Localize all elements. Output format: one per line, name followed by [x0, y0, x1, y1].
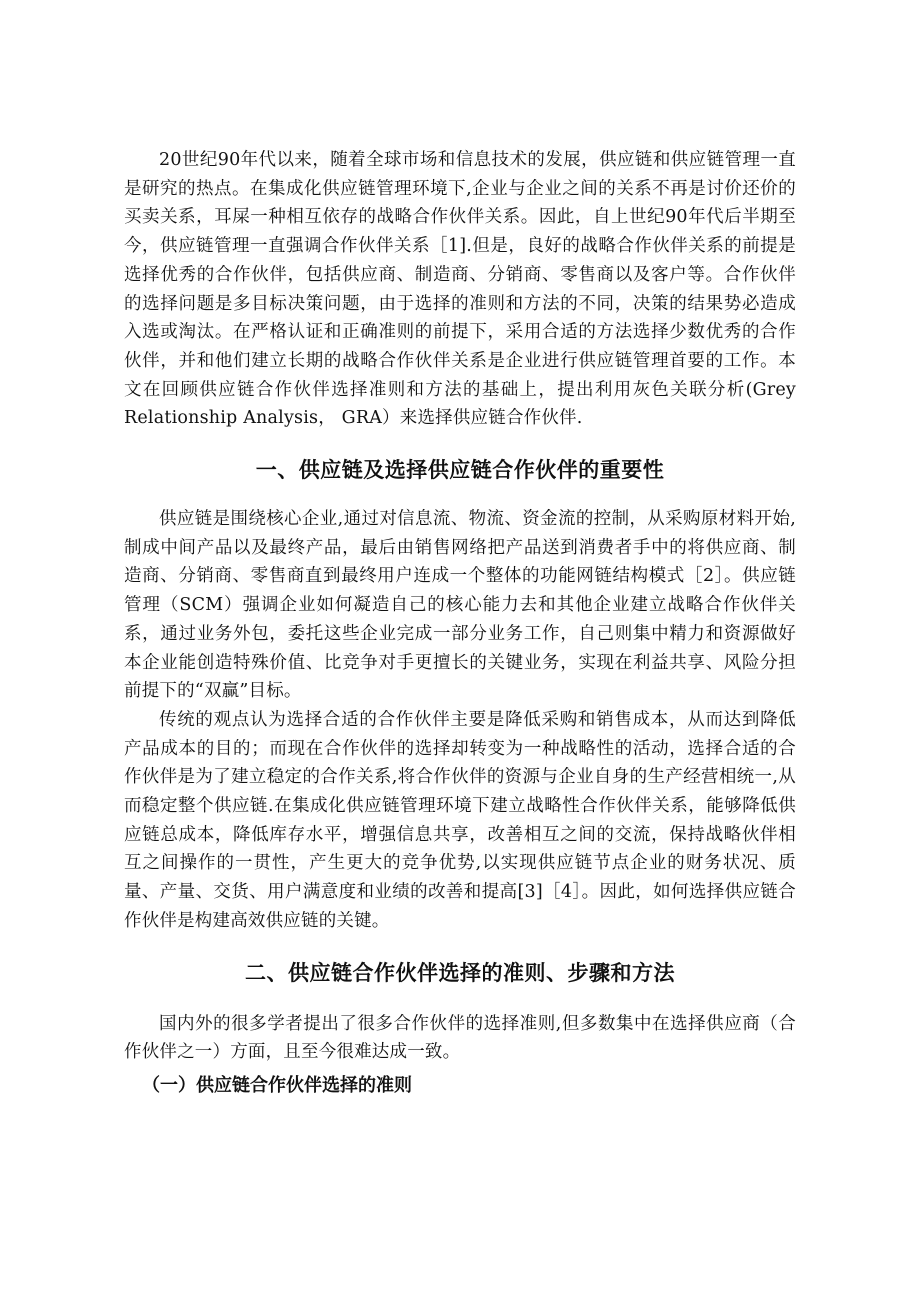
intro-paragraph: 20世纪90年代以来，随着全球市场和信息技术的发展，供应链和供应链管理一直是研究的热点。在集成化供应链管理环境下,企业与企业之间的关系不再是讨价还价的买卖关系，耳屎一种相互依存的战略合作伙伴关系。因此，自上世纪90年代后半期至今，供应链管理一直强调合作伙伴关系［1].但是，良好的战略合作伙伴关系的前提是选择优秀的合作伙伴，包括供应商、制造商、分销商、零售商以及客户等。合作伙伴的选择问题是多目标决策问题，由于选择的准则和方法的不同，决策的结果势必造成入选或淘汰。在严格认证和正确准则的前提下，采用合适的方法选择少数优秀的合作伙伴，并和他们建立长期的战略合作伙伴关系是企业进行供应链管理首要的工作。本文在回顾供应链合作伙伴选择准则和方法的基础上，提出利用灰色关联分析(Grey Relationship Analysis， GRA）来选择供应链合作伙伴.: [124, 150, 796, 429]
section-1-paragraph-2: 传统的观点认为选择合适的合作伙伴主要是降低采购和销售成本，从而达到降低产品成本的目的；而现在合作伙伴的选择却转变为一种战略性的活动，选择合适的合作伙伴是为了建立稳定的合作关系,将合作伙伴的资源与企业自身的生产经营相统一,从而稳定整个供应链.在集成化供应链管理环境下建立战略性合作伙伴关系，能够降低供应链总成本，降低库存水平，增强信息共享，改善相互之间的交流，保持战略伙伴相互之间操作的一贯性，产生更大的竞争优势,以实现供应链节点企业的财务状况、质量、产量、交货、用户满意度和业绩的改善和提高[3]［4］。因此，如何选择供应链合作伙伴是构建高效供应链的关键。: [124, 709, 796, 931]
section-2-heading: 二、供应链合作伙伴选择的准则、步骤和方法: [245, 960, 675, 985]
section-1-paragraph-1: 供应链是围绕核心企业,通过对信息流、物流、资金流的控制，从采购原材料开始,制成中间产品以及最终产品，最后由销售网络把产品送到消费者手中的将供应商、制造商、分销商、零售商直到最终用户连成一个整体的功能网链结构模式［2］。供应链管理（SCM）强调企业如何凝造自己的核心能力去和其他企业建立战略合作伙伴关系，通过业务外包，委托这些企业完成一部分业务工作，自己则集中精力和资源做好本企业能创造特殊价值、比竞争对手更擅长的关键业务，实现在利益共享、风险分担前提下的“双赢”目标。: [124, 509, 796, 702]
document-page: [124, 146, 796, 1101]
section-2-subheading: （一）供应链合作伙伴选择的准则: [142, 1074, 412, 1096]
section-2-paragraph-1: 国内外的很多学者提出了很多合作伙伴的选择准则,但多数集中在选择供应商（合作伙伴之一）方面，且至今很难达成一致。: [124, 1013, 796, 1063]
section-1-heading: 一、供应链及选择供应链合作伙伴的重要性: [255, 458, 665, 483]
